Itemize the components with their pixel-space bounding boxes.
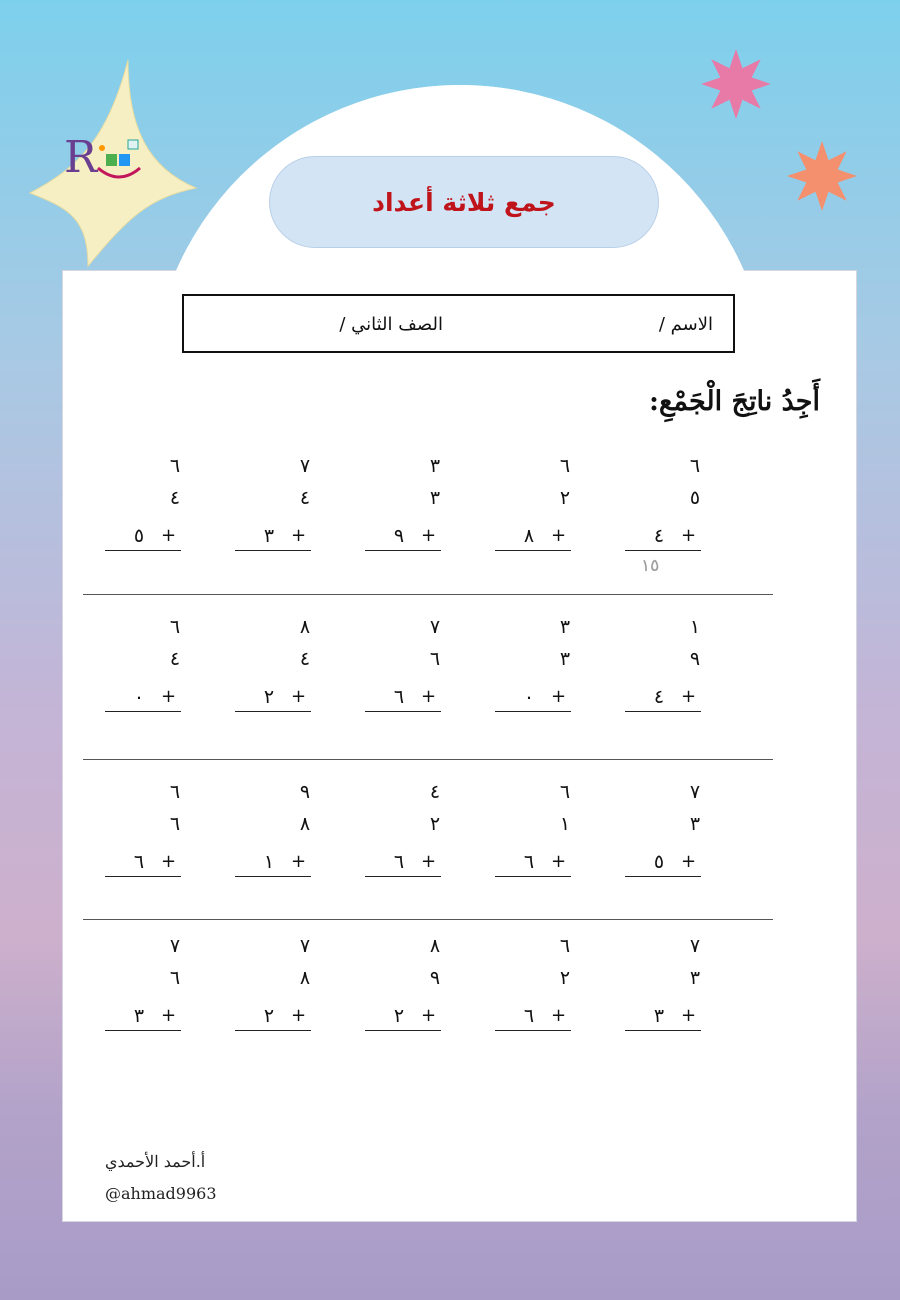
sum-line [625,1030,701,1031]
sum-line [105,876,181,877]
addend-2: ٩ [429,967,441,989]
addition-problem [625,936,705,1036]
plus-sign: + [161,1005,177,1026]
addend-1: ٧ [689,935,701,957]
addend-2: ٣ [689,813,701,835]
addend-3: ٦ [523,1005,535,1027]
instruction-text: أَجِدُ ناتِجَ الْجَمْعِ: [649,386,820,417]
addition-problem [365,617,445,717]
sum-line [235,1030,311,1031]
addend-2: ٦ [169,967,181,989]
addend-3: ٦ [393,851,405,873]
addend-1: ٣ [559,616,571,638]
plus-sign: + [421,1005,437,1026]
student-info-box [182,294,735,353]
logo-letter: R [64,132,98,183]
plus-sign: + [681,525,697,546]
sum-line [365,1030,441,1031]
plus-sign: + [291,686,307,707]
sum-line [105,550,181,551]
sum-line [625,876,701,877]
addition-problem [235,782,315,882]
plus-sign: + [291,851,307,872]
addend-1: ٨ [299,616,311,638]
addition-problem [495,782,575,882]
addend-1: ٩ [299,781,311,803]
addend-2: ٣ [689,967,701,989]
addition-problem [365,782,445,882]
addend-3: ٠ [523,686,535,708]
name-label: الاسم / [658,314,713,335]
plus-sign: + [551,686,567,707]
plus-sign: + [161,851,177,872]
plus-sign: + [291,525,307,546]
addition-problem [495,456,575,556]
addend-2: ٢ [559,487,571,509]
addend-3: ٣ [133,1005,145,1027]
plus-sign: + [161,525,177,546]
plus-sign: + [551,525,567,546]
addend-3: ٤ [653,686,665,708]
addition-problem [105,456,185,556]
addend-3: ٢ [263,686,275,708]
addend-1: ٧ [689,781,701,803]
sum-line [365,876,441,877]
plus-sign: + [681,851,697,872]
addend-3: ٦ [133,851,145,873]
addition-problem [365,456,445,556]
addend-1: ٤ [429,781,441,803]
plus-sign: + [421,851,437,872]
addend-2: ٥ [689,487,701,509]
addition-problem [495,617,575,717]
plus-sign: + [681,686,697,707]
addition-problem [625,782,705,882]
star-pink-icon [700,48,772,120]
addition-problem [625,617,705,717]
addition-problem [105,782,185,882]
addend-3: ٥ [653,851,665,873]
addend-2: ١ [559,813,571,835]
addend-1: ٦ [169,616,181,638]
sum-line [495,711,571,712]
addend-3: ٦ [393,686,405,708]
addend-1: ٦ [689,455,701,477]
addend-1: ٦ [169,781,181,803]
addend-3: ٨ [523,525,535,547]
sum-line [495,550,571,551]
sum-line [235,876,311,877]
sum-line [625,550,701,551]
addend-1: ٧ [299,455,311,477]
star-orange-icon [786,140,858,212]
addition-problem [495,936,575,1036]
plus-sign: + [421,525,437,546]
books-logo-icon [94,138,144,182]
author-handle: @ahmad9963 [105,1184,217,1203]
addend-2: ٢ [429,813,441,835]
title-banner [269,156,659,248]
addend-1: ٧ [299,935,311,957]
grade-label: الصف الثاني / [339,314,443,335]
addend-1: ٦ [559,781,571,803]
addend-2: ٣ [559,648,571,670]
plus-sign: + [161,686,177,707]
addend-2: ٦ [429,648,441,670]
addend-1: ١ [689,616,701,638]
addend-3: ٤ [653,525,665,547]
addend-2: ٨ [299,813,311,835]
sum-line [105,1030,181,1031]
author-name: أ.أحمد الأحمدي [105,1152,206,1171]
addition-problem [235,617,315,717]
row-divider [83,594,773,595]
addend-3: ٢ [393,1005,405,1027]
plus-sign: + [551,1005,567,1026]
row-divider [83,759,773,760]
addend-2: ٨ [299,967,311,989]
addend-1: ٦ [169,455,181,477]
addend-2: ٤ [169,648,181,670]
addend-2: ٢ [559,967,571,989]
addend-1: ٦ [559,935,571,957]
addend-3: ٣ [263,525,275,547]
addend-2: ٣ [429,487,441,509]
addend-3: ١ [263,851,275,873]
addend-1: ٨ [429,935,441,957]
addend-3: ٠ [133,686,145,708]
sum-line [235,550,311,551]
addend-3: ٣ [653,1005,665,1027]
addend-3: ٢ [263,1005,275,1027]
addend-1: ٧ [429,616,441,638]
addend-2: ٤ [299,648,311,670]
sum-line [365,550,441,551]
addend-1: ٦ [559,455,571,477]
sum-line [365,711,441,712]
page-title: جمع ثلاثة أعداد [372,187,556,217]
sum-line [105,711,181,712]
addend-3: ٦ [523,851,535,873]
sum-line [235,711,311,712]
addition-problem [235,456,315,556]
logo [64,132,144,192]
sum-line [495,1030,571,1031]
sample-answer: ١٥ [641,556,660,576]
plus-sign: + [551,851,567,872]
addition-problem [365,936,445,1036]
addition-problem [235,936,315,1036]
sum-line [625,711,701,712]
addend-2: ٤ [299,487,311,509]
addend-2: ٤ [169,487,181,509]
addend-1: ٧ [169,935,181,957]
plus-sign: + [681,1005,697,1026]
addition-problem [105,617,185,717]
row-divider [83,919,773,920]
addend-2: ٩ [689,648,701,670]
addend-1: ٣ [429,455,441,477]
addend-3: ٥ [133,525,145,547]
sum-line [495,876,571,877]
addend-3: ٩ [393,525,405,547]
addition-problem [625,455,705,576]
addend-2: ٦ [169,813,181,835]
addition-problem [105,936,185,1036]
plus-sign: + [291,1005,307,1026]
plus-sign: + [421,686,437,707]
